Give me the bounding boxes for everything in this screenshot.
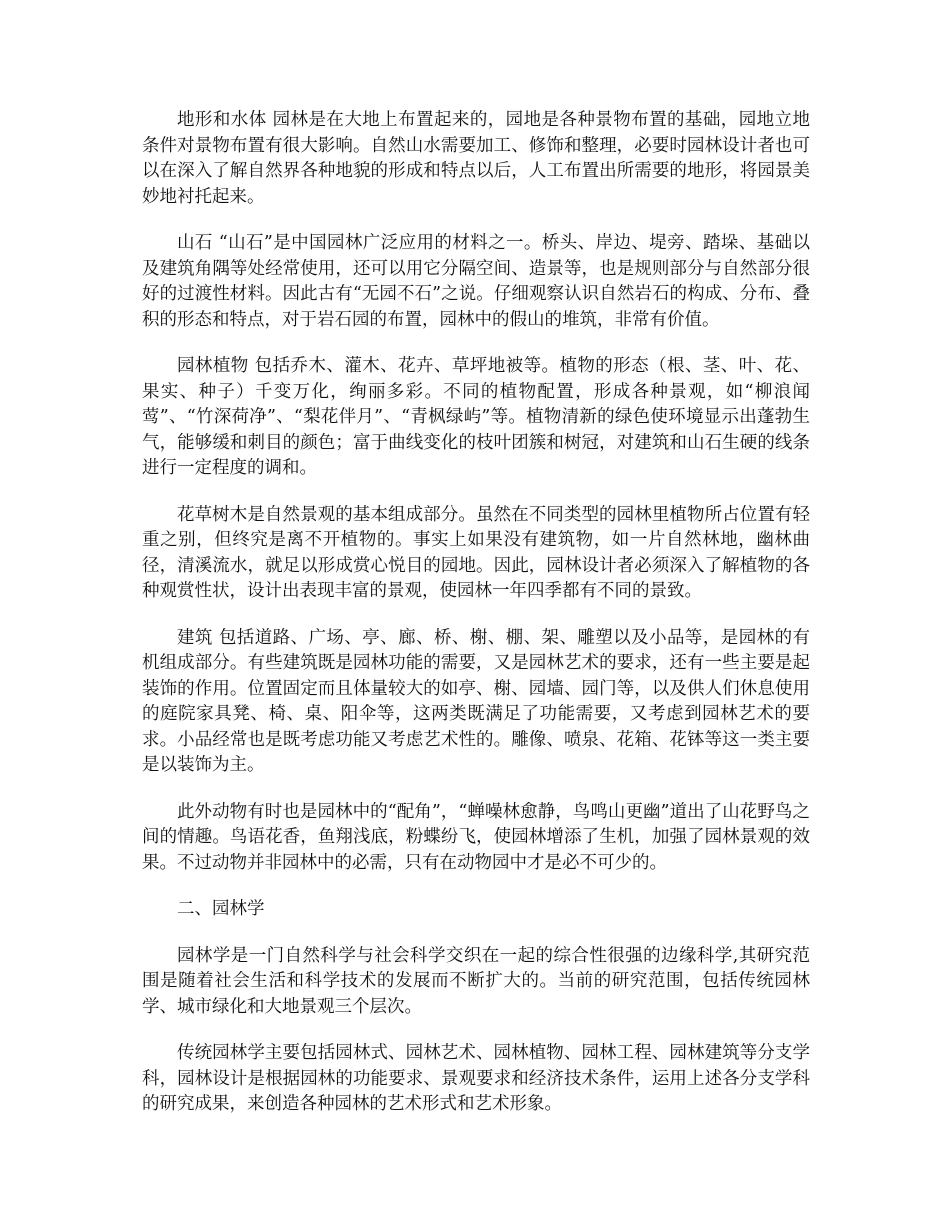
paragraph-terrain-water: 地形和水体 园林是在大地上布置起来的，园地是各种景物布置的基础，园地立地条件对景物布置有很大影响。自然山水需要加工、修饰和整理，必要时园林设计者也可以在深入了解自然界各种地貌的形成和特点以后，人工布置出所需要的地形，将园景美妙地衬托起来。: [142, 110, 810, 207]
paragraph-animals: 此外动物有时也是园林中的“配角”，“蝉噪林愈静，鸟鸣山更幽”道出了山花野鸟之间的情趣。鸟语花香，鱼翔浅底，粉蝶纷飞，使园林增添了生机，加强了园林景观的效果。不过动物并非园林中的必需，只有在动物园中才是必不可少的。: [142, 801, 810, 873]
paragraph-architecture: 建筑 包括道路、广场、亭、廊、桥、榭、棚、架、雕塑以及小品等，是园林的有机组成部分。有些建筑既是园林功能的需要，又是园林艺术的要求，还有一些主要是起装饰的作用。位置固定而且体量较大的如亭、榭、园墙、园门等，以及供人们休息使用的庭院家具凳、椅、桌、阳伞等，这两类既满足了功能需要，又考虑到园林艺术的要求。小品经常也是既考虑功能又考虑艺术性的。雕像、喷泉、花箱、花钵等这一类主要是以装饰为主。: [142, 627, 810, 775]
section-heading: 二、园林学: [177, 899, 265, 919]
paragraph-garden-plants: 园林植物 包括乔木、灌木、花卉、草坪地被等。植物的形态（根、茎、叶、花、果实、种子）千变万化，绚丽多彩。不同的植物配置，形成各种景观，如“柳浪闻莺”、“竹深荷净”、“梨花伴月”、“青枫绿屿”等。植物清新的绿色使环境显示出蓬勃生气，能够缓和刺目的颜色；富于曲线变化的枝叶团簇和树冠，对建筑和山石生硬的线条进行一定程度的调和。: [142, 356, 810, 478]
paragraph-rocks: 山石 “山石”是中国园林广泛应用的材料之一。桥头、岸边、堤旁、踏垛、基础以及建筑角隅等处经常使用，还可以用它分隔空间、造景等，也是规则部分与自然部分很好的过渡性材料。因此古有“无园不石”之说。仔细观察认识自然岩石的构成、分布、叠积的形态和特点，对于岩石园的布置，园林中的假山的堆筑，非常有价值。: [142, 233, 810, 330]
paragraph-traditional-landscape: 传统园林学主要包括园林式、园林艺术、园林植物、园林工程、园林建筑等分支学科，园林设计是根据园林的功能要求、景观要求和经济技术条件，运用上述各分支学科的研究成果，来创造各种园林的艺术形式和艺术形象。: [142, 1043, 810, 1114]
paragraph-landscape-science: 园林学是一门自然科学与社会科学交织在一起的综合性很强的边缘科学,其研究范围是随着社会生活和科学技术的发展而不断扩大的。当前的研究范围，包括传统园林学、城市绿化和大地景观三个层次。: [142, 945, 810, 1017]
paragraph-flowers-trees: 花草树木是自然景观的基本组成部分。虽然在不同类型的园林里植物所占位置有轻重之别，但终究是离不开植物的。事实上如果没有建筑物，如一片自然林地，幽林曲径，清溪流水，就足以形成赏心悦目的园地。因此，园林设计者必须深入了解植物的各种观赏性状，设计出表现丰富的景观，使园林一年四季都有不同的景致。: [142, 504, 810, 601]
document-body: [142, 108, 810, 1139]
